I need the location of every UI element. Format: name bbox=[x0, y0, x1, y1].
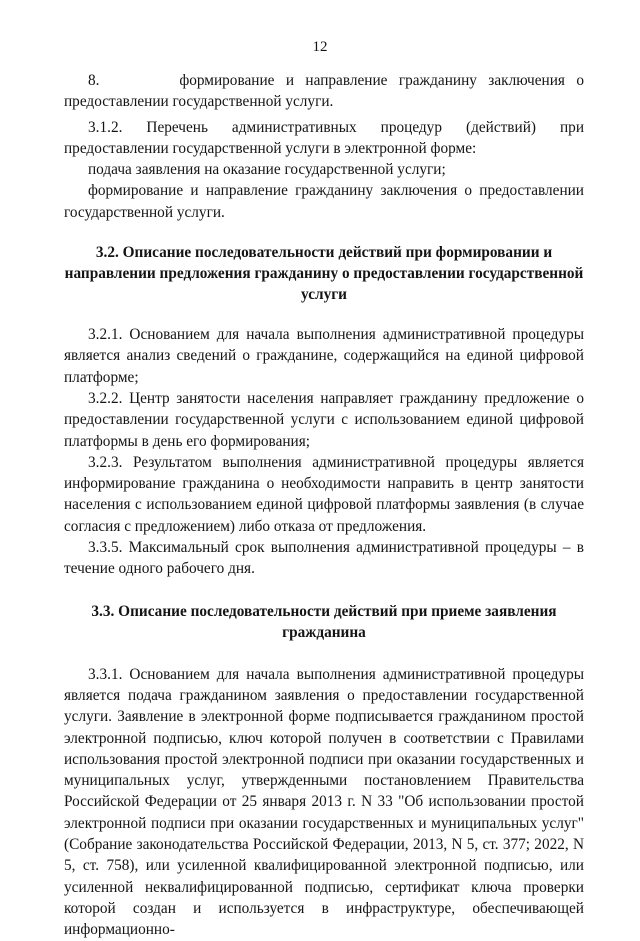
section-heading-3-2: 3.2. Описание последовательности действий при формировании и направлении предложения гражданину о предоставлении государственной услуги bbox=[64, 244, 584, 304]
document-body bbox=[64, 70, 584, 941]
list-item-submission: подача заявления на оказание государственной услуги; bbox=[88, 161, 446, 179]
section-heading-3-3: 3.3. Описание последовательности действий при приеме заявления гражданина bbox=[91, 602, 557, 641]
paragraph-3-3-1: 3.3.1. Основанием для начала выполнения административной процедуры является подача гражданином заявления о предоставлении государственной услуги. Заявление в электронной форме подписывается гражданином простой электронной подписью, ключ которой получен в соответствии с Правилами использования простой электронной подписи при оказании государственных и муниципальных услуг, утвержденными постановлением Правительства Российской Федерации от 25 января 2013 г. N 33 "Об использовании простой электронной подписи при оказании государственных и муниципальных услуг" (Собрание законодательства Российской Федерации, 2013, N 5, ст. 377; 2022, N 5, ст. 758), или усиленной квалифицированной электронной подписью, или усиленной неквалифицированной подписью, сертификат ключа проверки которой создан и используется в инфраструктуре, обеспечивающей информационно- bbox=[64, 665, 584, 939]
paragraph-3-2-1: 3.2.1. Основанием для начала выполнения административной процедуры является анализ сведений о гражданине, содержащийся на единой цифровой платформе; bbox=[64, 326, 584, 386]
page-number: 12 bbox=[312, 39, 328, 55]
paragraph-3-2-3: 3.2.3. Результатом выполнения административной процедуры является информирование гражданина о необходимости направить в центр занятости населения с использованием единой цифровой платформы заявления (в случае согласия с предложением) либо отказа от предложения. bbox=[64, 453, 584, 535]
paragraph-3-3-5: 3.3.5. Максимальный срок выполнения административной процедуры – в течение одного рабочего дня. bbox=[64, 539, 584, 578]
paragraph-3-1-2: 3.1.2. Перечень административных процедур (действий) при предоставлении государственной услуги в электронной форме: bbox=[64, 118, 584, 157]
paragraph-3-2-2: 3.2.2. Центр занятости населения направляет гражданину предложение о предоставлении государственной услуги с использованием единой цифровой платформы в день его формирования; bbox=[64, 389, 584, 450]
paragraph-item-8: 8. формирование и направление гражданину заключения о предоставлении государственной услуги. bbox=[64, 72, 584, 111]
list-item-conclusion: формирование и направление гражданину заключения о предоставлении государственной услуги. bbox=[64, 182, 584, 221]
